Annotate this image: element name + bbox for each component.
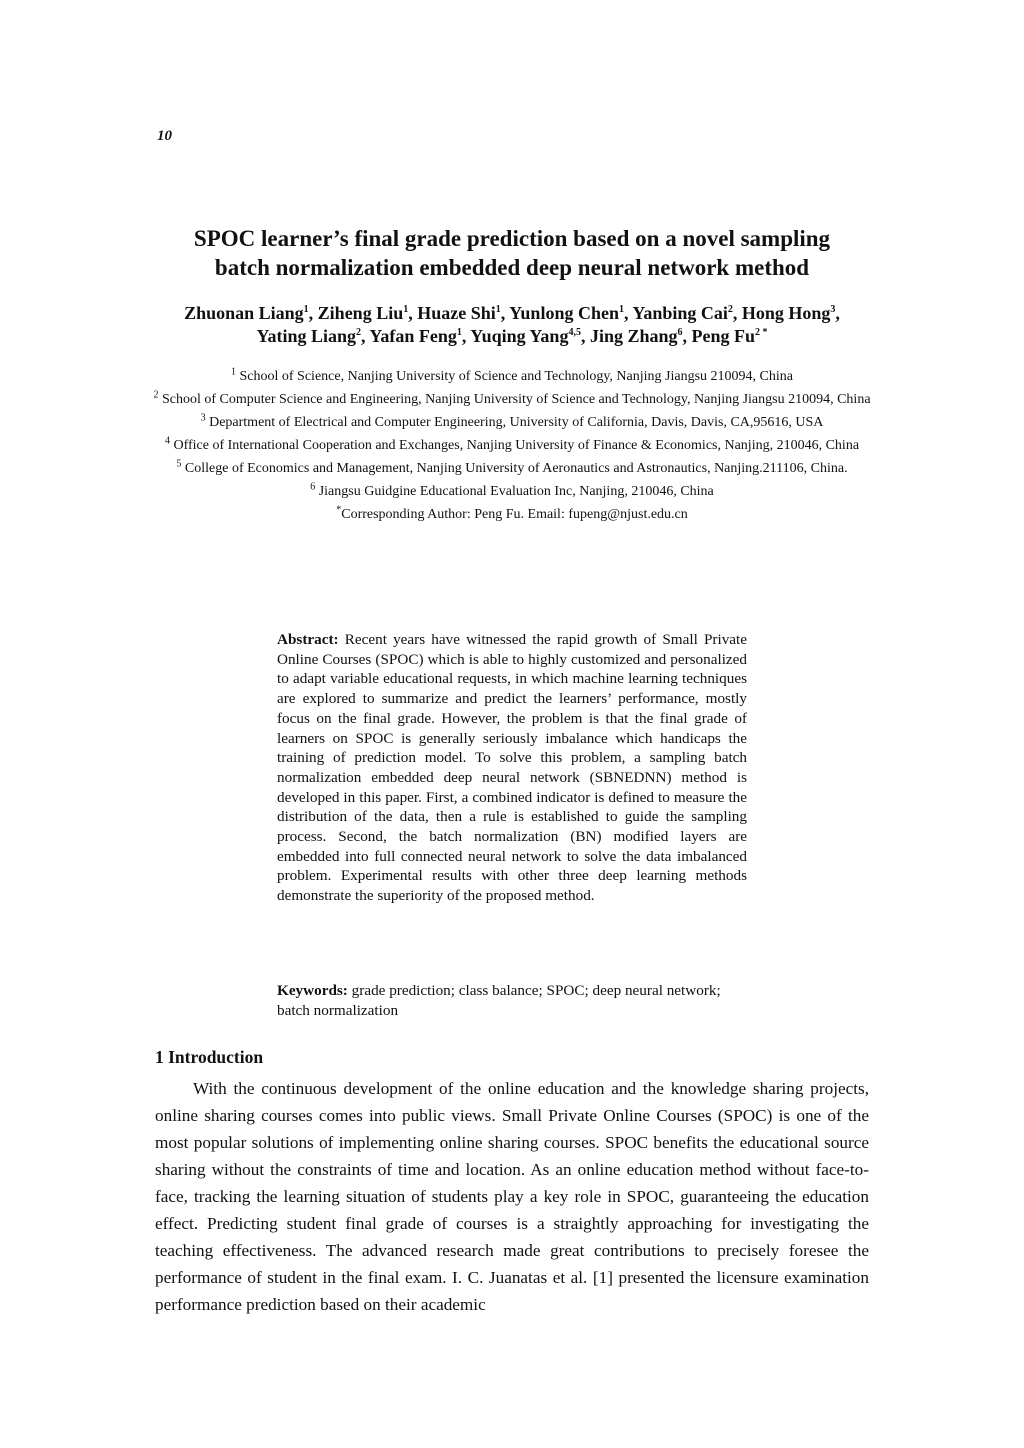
affiliation-item bbox=[150, 483, 874, 501]
author-separator: , bbox=[732, 303, 742, 323]
affiliation-text: Department of Electrical and Computer Engineering, University of California, Davis, Davis, CA,95616, USA bbox=[205, 415, 824, 430]
affiliation-mark: 2 bbox=[153, 389, 159, 401]
abstract-label: Abstract: bbox=[277, 631, 339, 648]
abstract bbox=[277, 630, 747, 906]
author-name: Huaze Shi bbox=[417, 303, 496, 323]
section-heading: 1 Introduction bbox=[155, 1047, 264, 1067]
author-separator: , bbox=[580, 326, 590, 346]
author-separator: , bbox=[623, 303, 633, 323]
author-separator: , bbox=[835, 303, 840, 323]
author-list bbox=[120, 302, 904, 348]
affiliation-list bbox=[150, 368, 874, 529]
affiliation-mark: 6 bbox=[310, 481, 316, 493]
paper-title bbox=[130, 224, 894, 282]
author-affiliation-mark: 1 bbox=[495, 304, 501, 315]
author-affiliation-mark: 4,5 bbox=[568, 327, 581, 338]
corresponding-text: Corresponding Author: Peng Fu. Email: fupeng@njust.edu.cn bbox=[341, 507, 688, 522]
corresponding-mark: * bbox=[336, 504, 342, 516]
author-name: Jing Zhang bbox=[589, 326, 678, 346]
keywords-text: grade prediction; class balance; SPOC; deep neural network; batch normalization bbox=[277, 982, 721, 1019]
affiliation-text: School of Computer Science and Engineering, Nanjing University of Science and Technology, Nanjing Jiangsu 210094, China bbox=[158, 392, 871, 407]
author-name: Ziheng Liu bbox=[317, 303, 404, 323]
title-line-2: batch normalization embedded deep neural network method bbox=[214, 255, 810, 280]
affiliation-mark: 3 bbox=[200, 412, 206, 424]
author-affiliation-mark: 2 bbox=[356, 327, 362, 338]
affiliation-mark: 1 bbox=[231, 366, 236, 378]
author-name: Peng Fu bbox=[691, 326, 756, 346]
page-number: 10 bbox=[157, 128, 172, 144]
author-name: Yanbing Cai bbox=[632, 303, 728, 323]
author-line-2 bbox=[120, 325, 904, 348]
author-affiliation-mark: 6 bbox=[677, 327, 683, 338]
affiliation-mark: 4 bbox=[164, 435, 170, 447]
affiliation-item bbox=[150, 368, 874, 386]
author-separator: , bbox=[500, 303, 510, 323]
author-separator: , bbox=[408, 303, 418, 323]
author-name: Yuqing Yang bbox=[470, 326, 569, 346]
affiliation-item bbox=[150, 414, 874, 432]
author-name: Yafan Feng bbox=[369, 326, 457, 346]
abstract-text: Recent years have witnessed the rapid growth of Small Private Online Courses (SPOC) which is able to highly customized and personalized to adapt variable educational requests, in which machine learning techniques are explored to summarize and predict the learners’ performance, mostly focus on the final grade. However, the problem is that the final grade of learners on SPOC is generally seriously imbalance which handicaps the training of prediction model. To solve this problem, a sampling batch normalization embedded deep neural network (SBNEDNN) method is developed in this paper. First, a combined indicator is defined to measure the distribution of the data, then a rule is established to guide the sampling process. Second, the batch normalization (BN) modified layers are embedded into full connected neural network to solve the data imbalanced problem. Experimental results with other three deep learning methods demonstrate the superiority of the proposed method. bbox=[277, 631, 747, 905]
intro-paragraph: With the continuous development of the online education and the knowledge sharing projects, online sharing courses comes into public views. Small Private Online Courses (SPOC) is one of the most popular solutions of implementing online sharing courses. SPOC benefits the educational source sharing without the constraints of time and location. As an online education method without face-to-face, tracking the learning situation of students play a key role in SPOC, guaranteeing the education effect. Predicting student final grade of courses is a straightly approaching for investigating the teaching effectiveness. The advanced research made great contributions to precisely foresee the performance of student in the final exam. I. C. Juanatas et al. [1] presented the licensure examination performance prediction based on their academic bbox=[155, 1079, 869, 1314]
keywords bbox=[277, 981, 747, 1020]
affiliation-text: College of Economics and Management, Nanjing University of Aeronautics and Astronautics, Nanjing.211106, China. bbox=[181, 461, 848, 476]
author-affiliation-mark: 3 bbox=[830, 304, 836, 315]
author-affiliation-mark: 1 bbox=[403, 304, 409, 315]
author-separator: , bbox=[682, 326, 692, 346]
author-name: Hong Hong bbox=[741, 303, 831, 323]
author-name: Yunlong Chen bbox=[509, 303, 619, 323]
author-affiliation-mark: 2 * bbox=[755, 327, 768, 338]
affiliation-item bbox=[150, 460, 874, 478]
affiliation-mark: 5 bbox=[176, 458, 182, 470]
author-name: Yating Liang bbox=[256, 326, 357, 346]
author-affiliation-mark: 1 bbox=[456, 327, 462, 338]
affiliation-text: School of Science, Nanjing University of Science and Technology, Nanjing Jiangsu 210094, China bbox=[236, 369, 793, 384]
keywords-label: Keywords: bbox=[277, 982, 348, 999]
corresponding-author bbox=[150, 506, 874, 524]
author-separator: , bbox=[461, 326, 471, 346]
author-separator: , bbox=[308, 303, 318, 323]
author-affiliation-mark: 1 bbox=[303, 304, 309, 315]
affiliation-text: Jiangsu Guidgine Educational Evaluation Inc, Nanjing, 210046, China bbox=[315, 484, 714, 499]
author-affiliation-mark: 1 bbox=[618, 304, 624, 315]
affiliation-item bbox=[150, 437, 874, 455]
author-affiliation-mark: 2 bbox=[727, 304, 733, 315]
title-line-1: SPOC learner’s final grade prediction based on a novel sampling bbox=[193, 226, 831, 251]
author-line-1 bbox=[120, 302, 904, 325]
author-separator: , bbox=[361, 326, 370, 346]
affiliation-item bbox=[150, 391, 874, 409]
author-name: Zhuonan Liang bbox=[184, 303, 304, 323]
affiliation-text: Office of International Cooperation and Exchanges, Nanjing University of Finance & Economics, Nanjing, 210046, China bbox=[169, 438, 860, 453]
